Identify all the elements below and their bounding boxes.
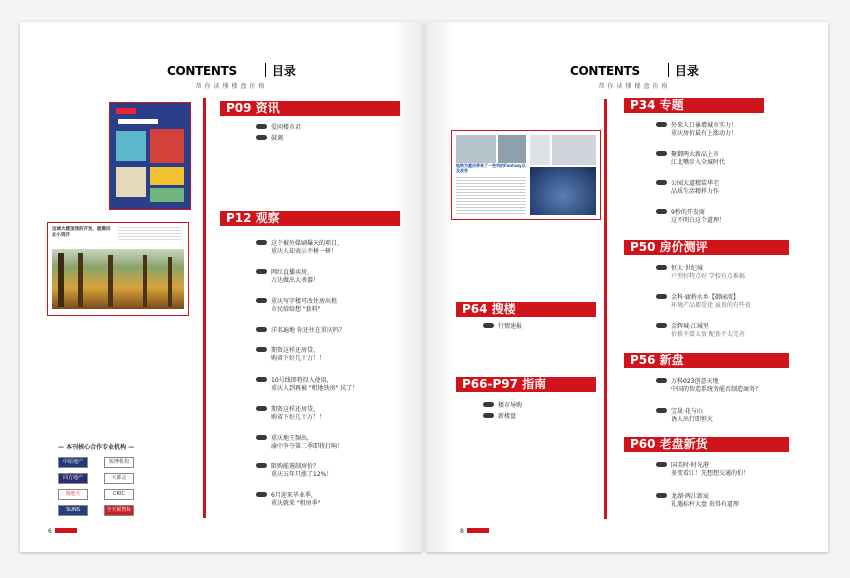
toc-item[interactable]: 万科023创意天地 中国的智造系统务能否制造商务？ [656,378,761,394]
cover-thumbnail [109,102,191,210]
toc-item[interactable]: 金辉城·江城里 价格不算太贵 配套不太完善 [656,323,745,339]
toc-item[interactable]: 这个被外媒刷爆天的项目， 重庆人却表示不树一树！ [256,240,343,256]
contents-label: CONTENTS [167,64,237,78]
section-p09[interactable]: P09 资讯 [220,101,400,116]
toc-item[interactable]: 期资这样还房贷， 购省下好几十万！！ [256,406,325,422]
contents-subtitle: 帮你读懂楼盘价格 [195,83,268,90]
timeline-rule [604,99,607,519]
toc-item[interactable]: 楼市导购 [483,402,522,410]
section-p64[interactable]: P64 搜楼 [456,302,596,317]
toc-item[interactable]: 网红直播卖房， 万达做出大杀器！ [256,269,319,285]
toc-item[interactable]: 公园大道精装华宅 品质生活精样力作 [656,180,719,196]
toc-item[interactable]: 宝晟·花与山 诱人出行即恒火 [656,408,713,424]
partner-logo: SUNS [58,505,88,516]
partner-logo: 同方地产 [58,473,88,484]
contents-subtitle: 帮你读懂楼盘价格 [598,83,671,90]
toc-item[interactable]: 金科·廊桥水乡【御园湾】 环境产品都受优 虽贵的有些贵 [656,294,751,310]
partners-title: — 本刊核心合作专业机构 — [58,444,135,451]
section-p66[interactable]: P66-P97 指南 [456,377,596,392]
toc-item[interactable]: 国美时·时光港 多变看江！先想想交通的怕！ [656,462,749,478]
toc-item[interactable]: 新楼盘 [483,413,516,421]
toc-item[interactable]: 行情速报 [483,323,522,331]
toc-item[interactable]: 重庆地王频出， 渝中争夺第二季即将打响！ [256,435,343,451]
thumbnail-caption: 这城大楼顶我的开发，就需问北小到开 [52,227,111,238]
partner-logo: 漫地天 [58,489,88,500]
toc-item[interactable]: 爱问楼市君 [256,124,301,132]
right-page [426,22,828,552]
partner-logo: CRIC [104,489,134,500]
partner-logo: 锐博机构 [104,457,134,468]
contents-header [570,60,699,90]
partner-logo: 中原地产 [58,457,88,468]
contents-title: 目录 [271,64,296,78]
toc-item[interactable]: 鼓调 [256,135,283,143]
toc-item[interactable]: 洋名遍地 你还住在重庆吗？ [256,327,345,335]
gutter-shadow [426,22,456,552]
contents-header [167,60,296,90]
toc-item[interactable]: 限购能遏制房价？ 重庆五年只涨了12%！ [256,463,332,479]
toc-item[interactable]: 龙湖·两江新宸 礼遇标杆大盘 贵得有道理 [656,493,739,509]
toc-item[interactable]: 9秒的开发商 这不明白这个道理！ [656,209,725,225]
toc-item[interactable]: 期资这样还房贷， 购省下好几十万！！ [256,347,325,363]
thumbnail-caption: 地铁为重庆带来了一些列的Fantasy以及改变 [456,163,526,173]
page-number-right: 8 [460,528,489,535]
article-thumbnail [47,222,189,316]
toc-item[interactable]: 外来人口暴增城市实力！ 重庆房价最有上涨动力！ [656,122,737,138]
section-p12[interactable]: P12 观察 [220,211,400,226]
spread-thumbnail [451,130,601,220]
timeline-rule [203,98,206,518]
toc-item[interactable]: 恒大·世纪城 户型好特点好 学校有点难搞 [656,265,745,281]
toc-item[interactable]: 10号线即将投入使用， 重庆人到再被 "租地铁房" 坑了！ [256,377,358,393]
partner-logo: 大都会 [104,473,134,484]
left-page [20,22,422,552]
page-number-left: 6 [48,528,77,535]
partner-logo: 全天候智标 [104,505,134,516]
toc-item[interactable]: 聚御两大新品上市 江北嘴步入全城时代 [656,151,725,167]
toc-item[interactable]: 重庆写字楼可改住房出租 市民给给想 "套料" [256,298,337,314]
section-p34[interactable]: P34 专题 [624,98,764,113]
contents-label: CONTENTS [570,64,640,78]
section-p60[interactable]: P60 老盘新货 [624,437,789,452]
contents-title: 目录 [674,64,699,78]
section-p50[interactable]: P50 房价测评 [624,240,789,255]
toc-item[interactable]: 6月迎来毕业季， 重庆就来 "租房季" [256,492,320,508]
section-p56[interactable]: P56 新盘 [624,353,789,368]
